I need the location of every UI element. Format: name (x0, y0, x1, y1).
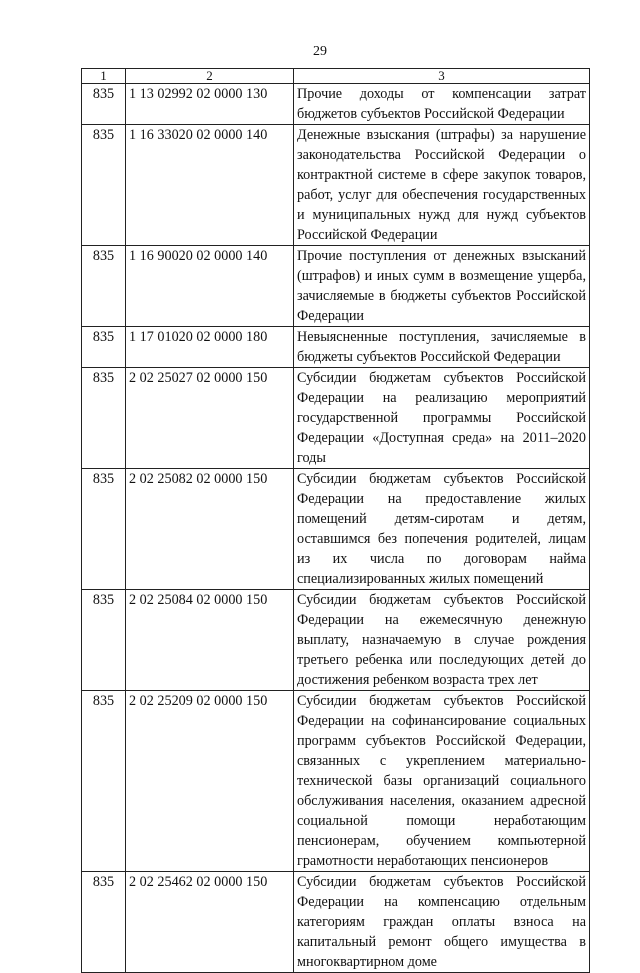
column-header-3: 3 (294, 69, 590, 84)
chapter-code-cell: 835 (82, 691, 126, 872)
income-name-cell: Субсидии бюджетам субъектов Российской Федерации на предоставление жилых помещений детям-сиротам и детям, оставшимся без попечения родителей, лицам из их числа по договорам найма специализированных жилых помещений (294, 469, 590, 590)
table-row (82, 872, 590, 973)
column-header-2: 2 (126, 69, 294, 84)
chapter-code-cell: 835 (82, 246, 126, 327)
table-row (82, 125, 590, 246)
budget-classification-code-cell: 2 02 25082 02 0000 150 (126, 469, 294, 590)
table-row (82, 246, 590, 327)
table-row (82, 84, 590, 125)
budget-classification-code-cell: 2 02 25209 02 0000 150 (126, 691, 294, 872)
budget-classification-code-cell: 1 16 90020 02 0000 140 (126, 246, 294, 327)
budget-classification-code-cell: 1 13 02992 02 0000 130 (126, 84, 294, 125)
table-row (82, 590, 590, 691)
budget-classification-code-cell: 1 17 01020 02 0000 180 (126, 327, 294, 368)
page-number: 29 (313, 44, 327, 59)
table-header-row (82, 69, 590, 84)
budget-classification-code-cell: 1 16 33020 02 0000 140 (126, 125, 294, 246)
chapter-code-cell: 835 (82, 590, 126, 691)
income-name-cell: Денежные взыскания (штрафы) за нарушение законодательства Российской Федерации о контрактной системе в сфере закупок товаров, работ, услуг для обеспечения государственных и муниципальных нужд для нужд субъектов Российской Федерации (294, 125, 590, 246)
column-header-1: 1 (82, 69, 126, 84)
table-row (82, 327, 590, 368)
income-name-cell: Субсидии бюджетам субъектов Российской Федерации на реализацию мероприятий государственной программы Российской Федерации «Доступная среда» на 2011–2020 годы (294, 368, 590, 469)
income-name-cell: Невыясненные поступления, зачисляемые в бюджеты субъектов Российской Федерации (294, 327, 590, 368)
chapter-code-cell: 835 (82, 327, 126, 368)
income-name-cell: Прочие поступления от денежных взысканий (штрафов) и иных сумм в возмещение ущерба, зачисляемые в бюджеты субъектов Российской Федерации (294, 246, 590, 327)
table-row (82, 469, 590, 590)
chapter-code-cell: 835 (82, 125, 126, 246)
income-name-cell: Субсидии бюджетам субъектов Российской Федерации на ежемесячную денежную выплату, назначаемую в случае рождения третьего ребенка или последующих детей до достижения ребенком возраста трех лет (294, 590, 590, 691)
budget-classification-code-cell: 2 02 25027 02 0000 150 (126, 368, 294, 469)
table-row (82, 691, 590, 872)
chapter-code-cell: 835 (82, 368, 126, 469)
income-name-cell: Субсидии бюджетам субъектов Российской Федерации на компенсацию отдельным категориям граждан оплаты взноса на капитальный ремонт общего имущества в многоквартирном доме (294, 872, 590, 973)
chapter-code-cell: 835 (82, 469, 126, 590)
budget-classification-code-cell: 2 02 25462 02 0000 150 (126, 872, 294, 973)
table-row (82, 368, 590, 469)
budget-codes-table (81, 68, 590, 973)
chapter-code-cell: 835 (82, 872, 126, 973)
budget-classification-code-cell: 2 02 25084 02 0000 150 (126, 590, 294, 691)
income-name-cell: Прочие доходы от компенсации затрат бюджетов субъектов Российской Федерации (294, 84, 590, 125)
chapter-code-cell: 835 (82, 84, 126, 125)
income-name-cell: Субсидии бюджетам субъектов Российской Федерации на софинансирование социальных программ субъектов Российской Федерации, связанных с укреплением материально-технической базы организаций социального обслуживания населения, оказанием адресной социальной помощи неработающим пенсионерам, обучением компьютерной грамотности неработающих пенсионеров (294, 691, 590, 872)
